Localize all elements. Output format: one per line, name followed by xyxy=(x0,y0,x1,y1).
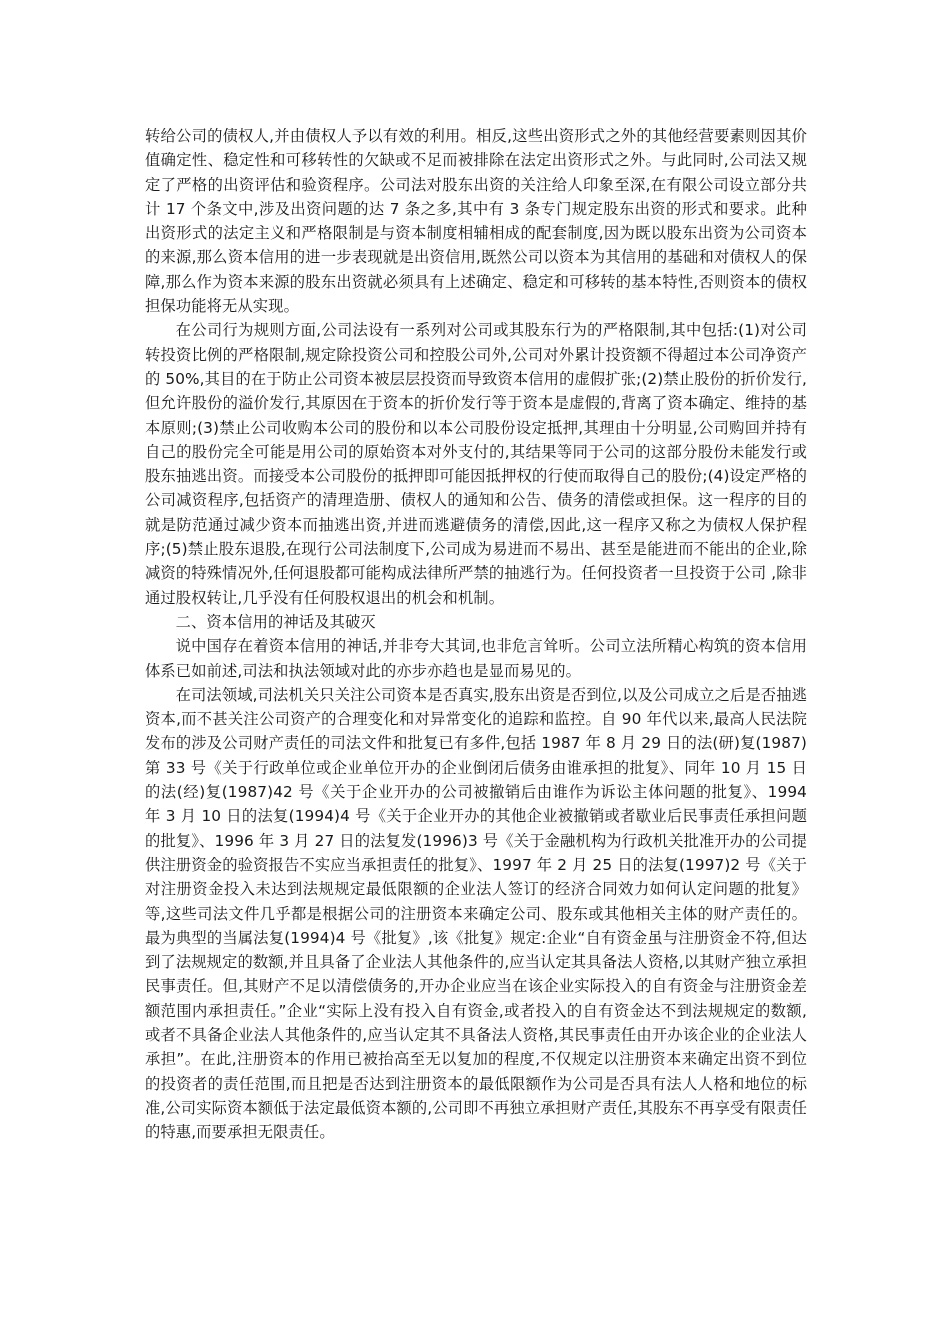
paragraph-capital-contribution: 转给公司的债权人,并由债权人予以有效的利用。相反,这些出资形式之外的其他经营要素则因其价值确定性、稳定性和可移转性的欠缺或不足而被排除在法定出资形式之外。与此同时,公司法又规定了严格的出资评估和验资程序。公司法对股东出资的关注给人印象至深,在有限公司设立部分共计 17 个条文中,涉及出资问题的达 7 条之多,其中有 3 条专门规定股东出资的形式和要求。此种出资形式的法定主义和严格限制是与资本制度相辅相成的配套制度,因为既以股东出资为公司资本的来源,那么资本信用的进一步表现就是出资信用,既然公司以资本为其信用的基础和对债权人的保障,那么作为资本来源的股东出资就必须具有上述确定、稳定和可移转的基本特性,否则资本的债权担保功能将无从实现。 xyxy=(145,127,807,316)
document-page xyxy=(145,124,807,1144)
section-heading: 二、资本信用的神话及其破灭 xyxy=(175,612,376,631)
paragraph-company-conduct-rules: 在公司行为规则方面,公司法设有一系列对公司或其股东行为的严格限制,其中包括:(1)对公司转投资比例的严格限制,规定除投资公司和控股公司外,公司对外累计投资额不得超过本公司净资产的 50%,其目的在于防止公司资本被层层投资而导致资本信用的虚假扩张;(2)禁止股份的折价发行,但允许股份的溢价发行,其原因在于资本的折价发行等于资本是虚假的,背离了资本确定、维持的基本原则;(3)禁止公司收购本公司的股份和以本公司股份设定抵押,其理由十分明显,公司购回并持有自己的股份完全可能是用公司的原始资本对外支付的,其结果等同于公司的这部分股份未能发行或股东抽逃出资。而接受本公司股份的抵押即可能因抵押权的行使而取得自己的股份;(4)设定严格的公司减资程序,包括资产的清理造册、债权人的通知和公告、债务的清偿或担保。这一程序的目的就是防范通过减少资本而抽逃出资,并进而逃避债务的清偿,因此,这一程序又称之为债权人保护程序;(5)禁止股东退股,在现行公司法制度下,公司成为易进而不易出、甚至是能进而不能出的企业,除减资的特殊情况外,任何退股都可能构成法律所严禁的抽逃行为。任何投资者一旦投资于公司 ,除非通过股权转让,几乎没有任何股权退出的机会和机制。 xyxy=(145,321,807,607)
paragraph-capital-credit-myth: 说中国存在着资本信用的神话,并非夸大其词,也非危言耸听。公司立法所精心构筑的资本信用体系已如前述,司法和执法领域对此的亦步亦趋也是显而易见的。 xyxy=(145,637,807,680)
paragraph-judicial-field: 在司法领域,司法机关只关注公司资本是否真实,股东出资是否到位,以及公司成立之后是否抽逃资本,而不甚关注公司资产的合理变化和对异常变化的追踪和监控。自 90 年代以来,最高人民法院发布的涉及公司财产责任的司法文件和批复已有多件,包括 1987 年 8 月 29 日的法(研)复(1987)第 33 号《关于行政单位或企业单位开办的企业倒闭后债务由谁承担的批复》、同年 10 月 15 日的法(经)复(1987)42 号《关于企业开办的公司被撤销后由谁作为诉讼主体问题的批复》、1994 年 3 月 10 日的法复(1994)4 号《关于企业开办的其他企业被撤销或者歇业后民事责任承担问题的批复》、1996 年 3 月 27 日的法复发(1996)3 号《关于金融机构为行政机关批准开办的公司提供注册资金的验资报告不实应当承担责任的批复》、1997 年 2 月 25 日的法复(1997)2 号《关于对注册资金投入未达到法规规定最低限额的企业法人签订的经济合同效力如何认定问题的批复》等,这些司法文件几乎都是根据公司的注册资本来确定公司、股东或其他相关主体的财产责任的。最为典型的当属法复(1994)4 号《批复》,该《批复》规定:企业“自有资金虽与注册资金不符,但达到了法规规定的数额,并且具备了企业法人其他条件的,应当认定其具备法人资格,以其财产独立承担民事责任。但,其财产不足以清偿债务的,开办企业应当在该企业实际投入的自有资金与注册资金差额范围内承担责任。”企业“实际上没有投入自有资金,或者投入的自有资金达不到法规规定的数额,或者不具备企业法人其他条件的,应当认定其不具备法人资格,其民事责任由开办该企业的企业法人承担”。在此,注册资本的作用已被抬高至无以复加的程度,不仅规定以注册资本来确定出资不到位的投资者的责任范围,而且把是否达到注册资本的最低限额作为公司是否具有法人人格和地位的标准,公司实际资本额低于法定最低资本额的,公司即不再独立承担财产责任,其股东不再享受有限责任的特惠,而要承担无限责任。 xyxy=(145,685,807,1142)
